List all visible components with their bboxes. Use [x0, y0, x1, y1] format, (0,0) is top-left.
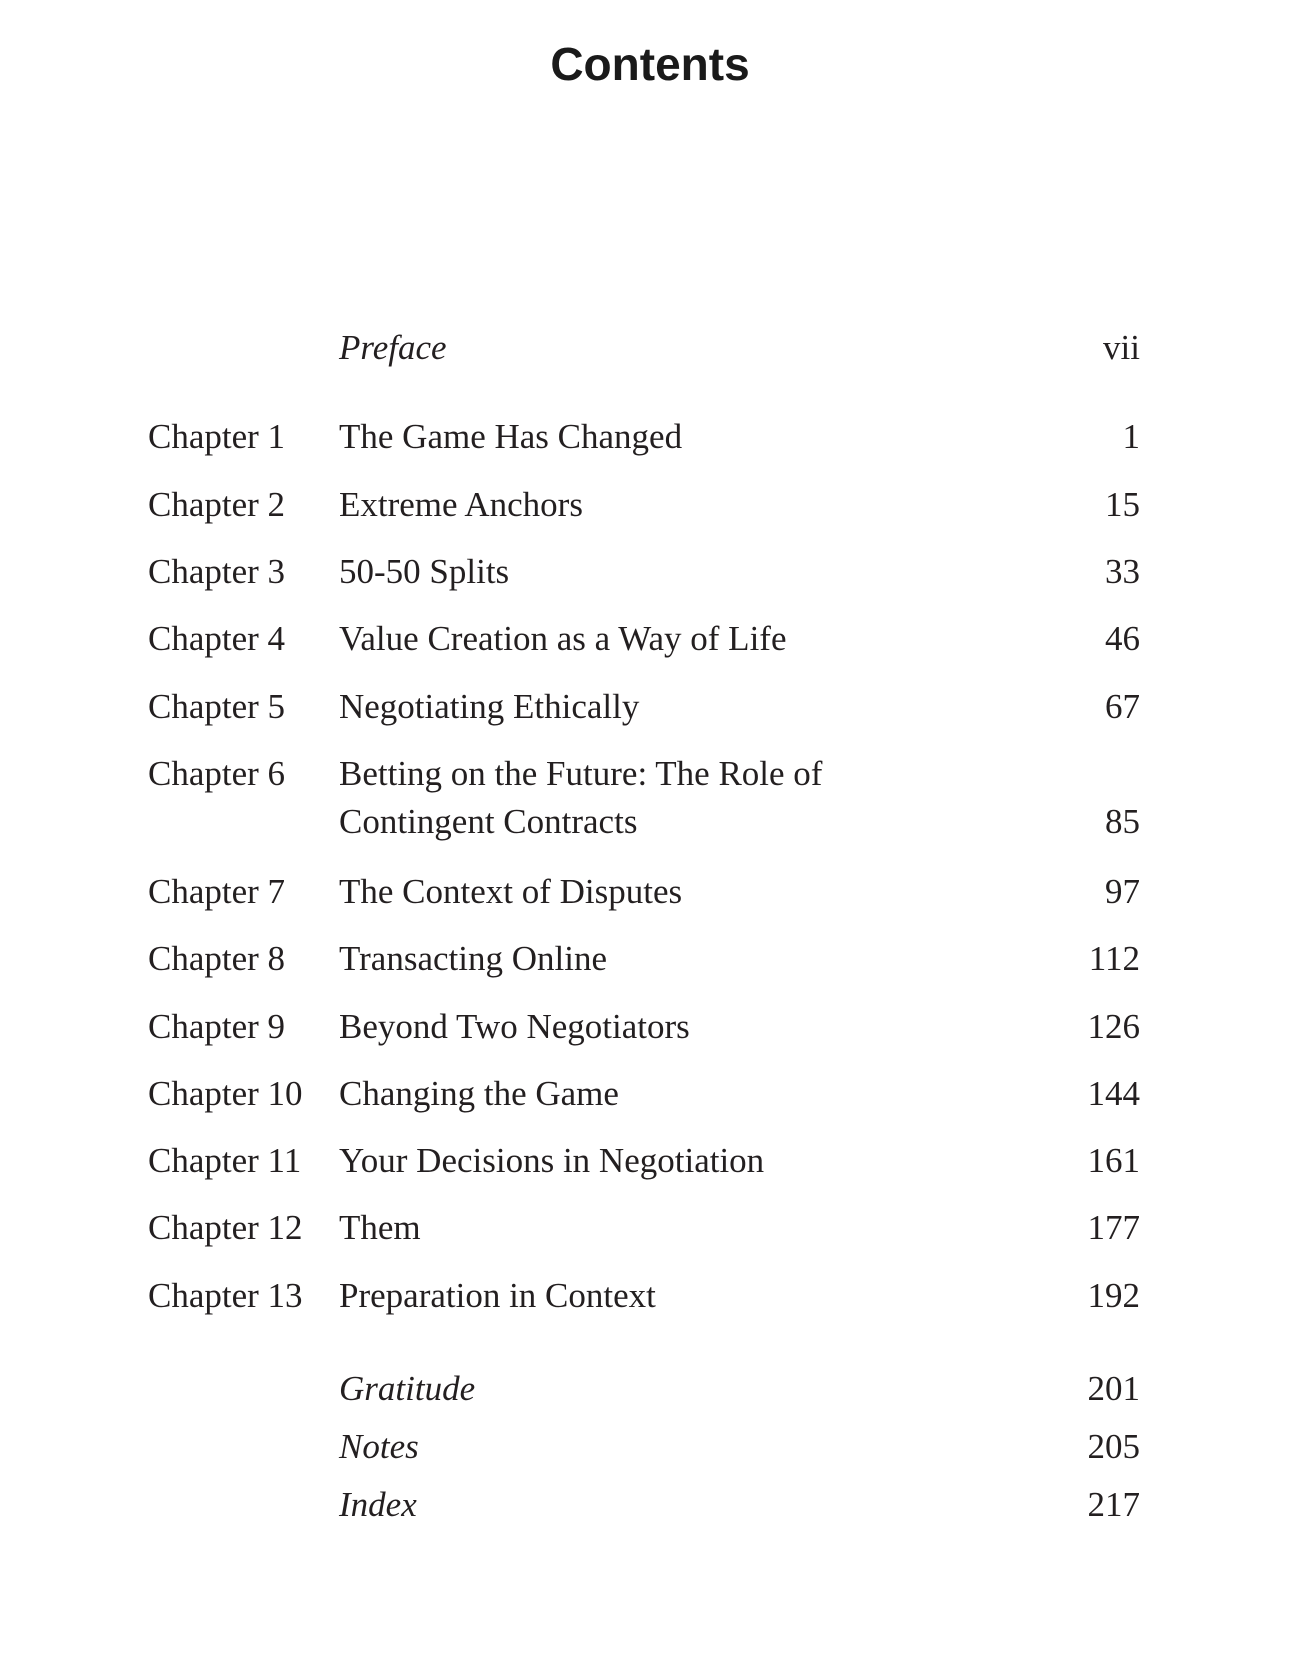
toc-chapter-label: Chapter 13	[148, 1276, 303, 1315]
toc-entry-page: 144	[1087, 1074, 1140, 1113]
toc-entry-page: 201	[1087, 1369, 1140, 1408]
toc-entry-page: 97	[1105, 872, 1140, 911]
toc-chapter-label: Chapter 11	[148, 1141, 302, 1180]
page-title: Contents	[550, 38, 750, 90]
toc-entry-title-line-1: Betting on the Future: The Role of	[339, 754, 823, 793]
toc-entry-title: Preparation in Context	[339, 1276, 656, 1315]
toc-entry-page: 192	[1087, 1276, 1140, 1315]
toc-entry-page: 112	[1088, 939, 1140, 978]
toc-entry-page: 217	[1087, 1485, 1140, 1524]
toc-entry-title: Value Creation as a Way of Life	[339, 619, 787, 658]
toc-entry-title: Index	[339, 1485, 417, 1524]
toc-entry-title: Them	[339, 1208, 421, 1247]
toc-entry-page: 205	[1087, 1427, 1140, 1466]
toc-entry-title: Transacting Online	[339, 939, 607, 978]
toc-entry-title: Negotiating Ethically	[339, 687, 640, 726]
toc-chapter-label: Chapter 9	[148, 1007, 286, 1046]
toc-entry-page: 161	[1087, 1141, 1140, 1180]
toc-chapter-label: Chapter 12	[148, 1208, 303, 1247]
toc-entry-title: Notes	[339, 1427, 419, 1466]
toc-entry-page: 15	[1105, 485, 1140, 524]
toc-chapter-label: Chapter 7	[148, 872, 286, 911]
toc-chapter-label: Chapter 10	[148, 1074, 303, 1113]
toc-entry-title: The Context of Disputes	[339, 872, 683, 911]
toc-entry-title-line-2: Contingent Contracts	[339, 802, 638, 841]
toc-entry-title: Gratitude	[339, 1369, 476, 1408]
toc-chapter-label: Chapter 6	[148, 754, 286, 793]
toc-entry-page: vii	[1103, 328, 1140, 367]
toc-entry-page: 46	[1105, 619, 1140, 658]
toc-entry-title: The Game Has Changed	[339, 417, 683, 456]
toc-entry-page: 1	[1122, 417, 1140, 456]
toc-chapter-label: Chapter 1	[148, 417, 286, 456]
toc-entry-title: Extreme Anchors	[339, 485, 583, 524]
toc-entry-title: 50-50 Splits	[339, 552, 510, 591]
toc-entry-title: Your Decisions in Negotiation	[339, 1141, 765, 1180]
toc-entry-title: Preface	[339, 328, 447, 367]
toc-entry-page: 177	[1087, 1208, 1140, 1247]
toc-entry-title: Changing the Game	[339, 1074, 619, 1113]
toc-entry-page: 33	[1105, 552, 1140, 591]
toc-chapter-label: Chapter 8	[148, 939, 286, 978]
toc-entry-page: 67	[1105, 687, 1140, 726]
toc-entry-page: 126	[1087, 1007, 1140, 1046]
toc-entry-title: Beyond Two Negotiators	[339, 1007, 690, 1046]
toc-chapter-label: Chapter 4	[148, 619, 286, 658]
toc-chapter-label: Chapter 5	[148, 687, 286, 726]
toc-entry-page: 85	[1105, 802, 1140, 841]
toc-chapter-label: Chapter 3	[148, 552, 286, 591]
toc-chapter-label: Chapter 2	[148, 485, 286, 524]
